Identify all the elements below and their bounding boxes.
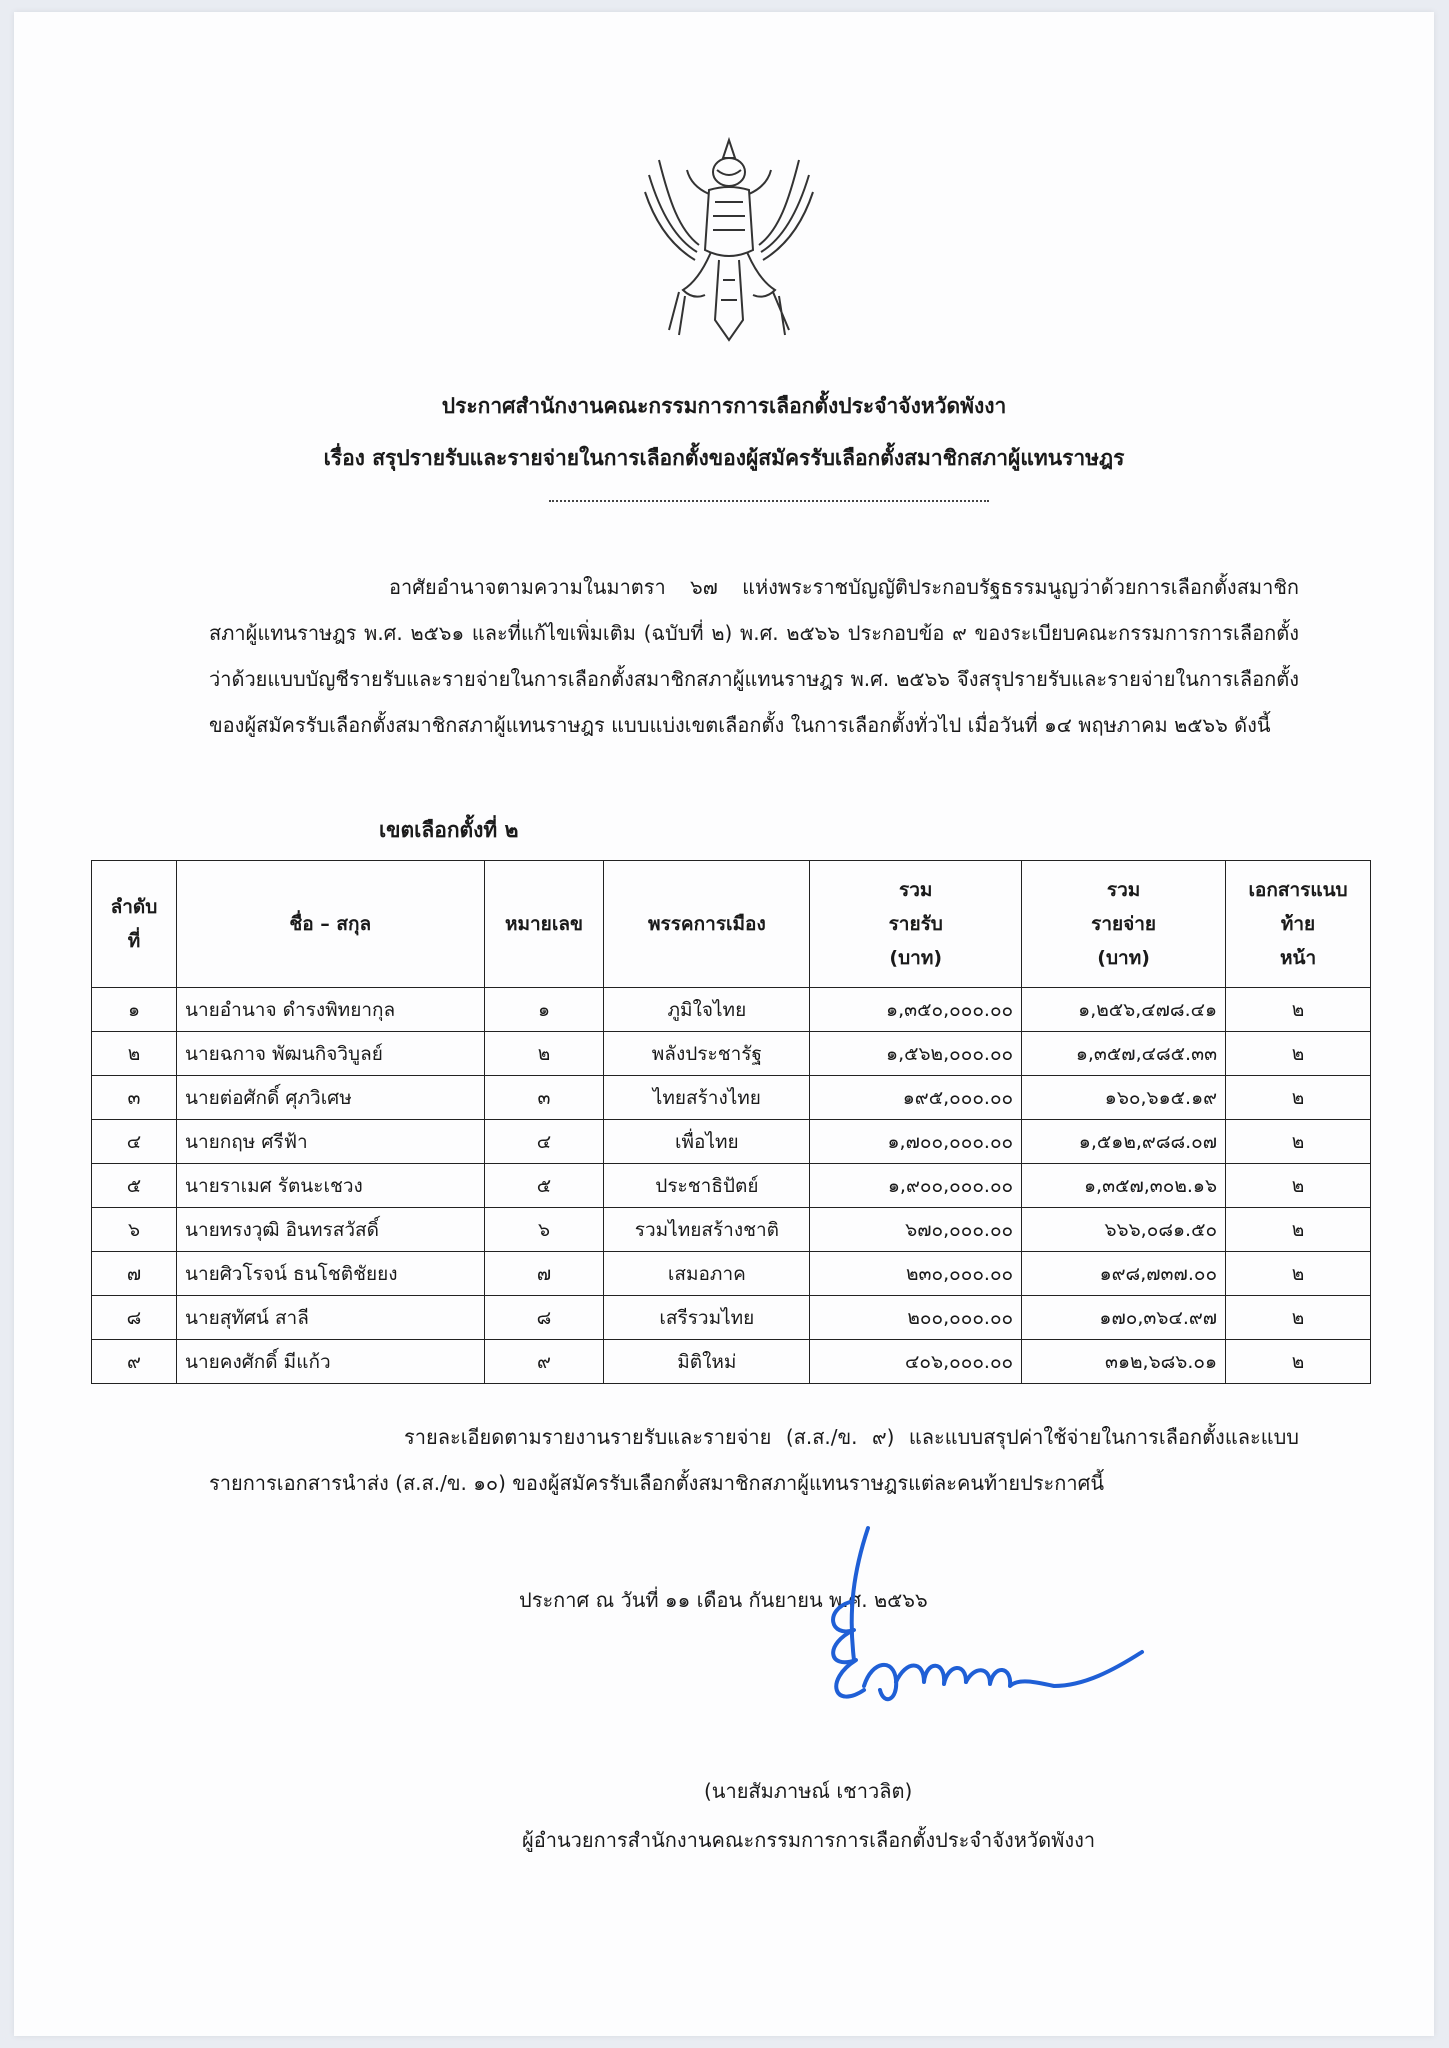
table-row <box>92 1032 1371 1076</box>
cell-expense: ๑,๕๑๒,๙๘๘.๐๗ <box>1022 1120 1226 1164</box>
table-row <box>92 1296 1371 1340</box>
income-expense-table <box>91 860 1371 1384</box>
detail-paragraph <box>209 1414 1299 1506</box>
table-row <box>92 1208 1371 1252</box>
cell-name: นายสุทัศน์ สาลี <box>176 1296 484 1340</box>
intro-text: อาศัยอำนาจตามความในมาตรา ๖๗ แห่งพระราชบัญญัติประกอบรัฐธรรมนูญว่าด้วยการเลือกตั้งสมาชิกสภาผู้แทนราษฎร พ.ศ. ๒๕๖๑ และที่แก้ไขเพิ่มเติม (ฉบับที่ ๒) พ.ศ. ๒๕๖๖ ประกอบข้อ ๙ ของระเบียบคณะกรรมการการเลือกตั้งว่าด้วยแบบบัญชีรายรับและรายจ่ายในการเลือกตั้งสมาชิกสภาผู้แทนราษฎร พ.ศ. ๒๕๖๖ จึงสรุปรายรับและรายจ่ายในการเลือกตั้งของผู้สมัครรับเลือกตั้งสมาชิกสภาผู้แทนราษฎร แบบแบ่งเขตเลือกตั้ง ในการเลือกตั้งทั่วไป เมื่อวันที่ ๑๔ พฤษภาคม ๒๕๖๖ ดังนี้ <box>209 575 1299 737</box>
cell-income: ๑,๓๕๐,๐๐๐.๐๐ <box>810 988 1022 1032</box>
cell-order: ๕ <box>92 1164 177 1208</box>
cell-order: ๘ <box>92 1296 177 1340</box>
header-docs <box>1226 861 1371 988</box>
cell-name: นายอำนาจ ดำรงพิทยากุล <box>176 988 484 1032</box>
header-name: ชื่อ – สกุล <box>176 861 484 988</box>
header-income-line1: รวม <box>899 879 933 901</box>
cell-party: เสรีรวมไทย <box>604 1296 810 1340</box>
cell-party: พลังประชารัฐ <box>604 1032 810 1076</box>
table-row <box>92 1340 1371 1384</box>
cell-party: เสมอภาค <box>604 1252 810 1296</box>
cell-expense: ๑,๒๕๖,๔๗๘.๔๑ <box>1022 988 1226 1032</box>
signer-position: ผู้อำนวยการสำนักงานคณะกรรมการการเลือกตั้งประจำจังหวัดพังงา <box>522 1828 1096 1852</box>
header-order <box>92 861 177 988</box>
cell-name: นายฉกาจ พัฒนกิจวิบูลย์ <box>176 1032 484 1076</box>
cell-expense: ๑,๓๕๗,๓๐๒.๑๖ <box>1022 1164 1226 1208</box>
cell-number: ๘ <box>484 1296 604 1340</box>
cell-pages: ๒ <box>1226 1208 1371 1252</box>
header-income <box>810 861 1022 988</box>
header-expense-line2: รายจ่าย <box>1091 913 1157 935</box>
cell-order: ๓ <box>92 1076 177 1120</box>
signature-image <box>784 1510 1164 1760</box>
detail-text: รายละเอียดตามรายงานรายรับและรายจ่าย (ส.ส./ข. ๙) และแบบสรุปค่าใช้จ่ายในการเลือกตั้งและแบบรายการเอกสารนำส่ง (ส.ส./ข. ๑๐) ของผู้สมัครรับเลือกตั้งสมาชิกสภาผู้แทนราษฎรแต่ละคนท้ายประกาศนี้ <box>209 1425 1299 1495</box>
table-row <box>92 988 1371 1032</box>
header-income-line3: (บาท) <box>889 947 943 969</box>
cell-number: ๒ <box>484 1032 604 1076</box>
cell-number: ๗ <box>484 1252 604 1296</box>
cell-pages: ๒ <box>1226 1252 1371 1296</box>
cell-pages: ๒ <box>1226 1164 1371 1208</box>
cell-income: ๑,๙๐๐,๐๐๐.๐๐ <box>810 1164 1022 1208</box>
cell-income: ๔๐๖,๐๐๐.๐๐ <box>810 1340 1022 1384</box>
district-heading: เขตเลือกตั้งที่ ๒ <box>379 818 519 842</box>
cell-order: ๙ <box>92 1340 177 1384</box>
cell-income: ๑,๗๐๐,๐๐๐.๐๐ <box>810 1120 1022 1164</box>
cell-expense: ๖๖๖,๐๘๑.๕๐ <box>1022 1208 1226 1252</box>
table-body <box>92 988 1371 1384</box>
cell-name: นายศิวโรจน์ ธนโชติชัยยง <box>176 1252 484 1296</box>
cell-pages: ๒ <box>1226 1032 1371 1076</box>
document-title: ประกาศสำนักงานคณะกรรมการการเลือกตั้งประจำจังหวัดพังงา <box>441 394 1007 418</box>
table-row <box>92 1120 1371 1164</box>
cell-pages: ๒ <box>1226 1296 1371 1340</box>
table-header-row <box>92 861 1371 988</box>
header-docs-line1: เอกสารแนบท้าย <box>1248 879 1348 935</box>
cell-order: ๑ <box>92 988 177 1032</box>
announce-date: ประกาศ ณ วันที่ ๑๑ เดือน กันยายน พ.ศ. ๒๕๖๖ <box>519 1588 928 1612</box>
cell-party: เพื่อไทย <box>604 1120 810 1164</box>
header-income-line2: รายรับ <box>888 913 943 935</box>
cell-income: ๑๙๕,๐๐๐.๐๐ <box>810 1076 1022 1120</box>
cell-party: ประชาธิปัตย์ <box>604 1164 810 1208</box>
table-row <box>92 1164 1371 1208</box>
header-party: พรรคการเมือง <box>604 861 810 988</box>
cell-number: ๑ <box>484 988 604 1032</box>
cell-order: ๖ <box>92 1208 177 1252</box>
cell-number: ๙ <box>484 1340 604 1384</box>
table-row <box>92 1252 1371 1296</box>
cell-expense: ๑,๓๕๗,๔๘๕.๓๓ <box>1022 1032 1226 1076</box>
cell-income: ๑,๕๖๒,๐๐๐.๐๐ <box>810 1032 1022 1076</box>
cell-pages: ๒ <box>1226 1340 1371 1384</box>
header-number: หมายเลข <box>484 861 604 988</box>
cell-party: ไทยสร้างไทย <box>604 1076 810 1120</box>
cell-name: นายต่อศักดิ์ ศุภวิเศษ <box>176 1076 484 1120</box>
intro-paragraph <box>209 564 1299 748</box>
cell-pages: ๒ <box>1226 988 1371 1032</box>
cell-order: ๔ <box>92 1120 177 1164</box>
cell-name: นายคงศักดิ์ มีแก้ว <box>176 1340 484 1384</box>
cell-name: นายกฤษ ศรีฟ้า <box>176 1120 484 1164</box>
cell-income: ๒๓๐,๐๐๐.๐๐ <box>810 1252 1022 1296</box>
cell-order: ๒ <box>92 1032 177 1076</box>
cell-name: นายทรงวุฒิ อินทรสวัสดิ์ <box>176 1208 484 1252</box>
cell-number: ๔ <box>484 1120 604 1164</box>
header-order-line1: ลำดับ <box>110 896 158 918</box>
table-row <box>92 1076 1371 1120</box>
title-divider <box>549 500 989 502</box>
header-docs-line2: หน้า <box>1279 947 1317 969</box>
garuda-emblem-icon <box>639 130 819 350</box>
cell-number: ๕ <box>484 1164 604 1208</box>
cell-party: รวมไทยสร้างชาติ <box>604 1208 810 1252</box>
cell-party: มิติใหม่ <box>604 1340 810 1384</box>
header-expense-line3: (บาท) <box>1097 947 1150 969</box>
document-page <box>14 12 1434 2036</box>
header-expense <box>1022 861 1226 988</box>
header-order-line2: ที่ <box>127 930 141 952</box>
cell-expense: ๑๖๐,๖๑๕.๑๙ <box>1022 1076 1226 1120</box>
document-subject: เรื่อง สรุปรายรับและรายจ่ายในการเลือกตั้งของผู้สมัครรับเลือกตั้งสมาชิกสภาผู้แทนราษฎร <box>323 446 1125 470</box>
cell-income: ๒๐๐,๐๐๐.๐๐ <box>810 1296 1022 1340</box>
cell-pages: ๒ <box>1226 1120 1371 1164</box>
cell-income: ๖๗๐,๐๐๐.๐๐ <box>810 1208 1022 1252</box>
cell-number: ๖ <box>484 1208 604 1252</box>
cell-expense: ๑๙๘,๗๓๗.๐๐ <box>1022 1252 1226 1296</box>
cell-pages: ๒ <box>1226 1076 1371 1120</box>
cell-expense: ๓๑๒,๖๘๖.๐๑ <box>1022 1340 1226 1384</box>
header-expense-line1: รวม <box>1106 879 1141 901</box>
cell-party: ภูมิใจไทย <box>604 988 810 1032</box>
signer-name: (นายสัมภาษณ์ เชาวลิต) <box>704 1779 913 1803</box>
cell-order: ๗ <box>92 1252 177 1296</box>
cell-number: ๓ <box>484 1076 604 1120</box>
cell-expense: ๑๗๐,๓๖๔.๙๗ <box>1022 1296 1226 1340</box>
cell-name: นายราเมศ รัตนะเชวง <box>176 1164 484 1208</box>
